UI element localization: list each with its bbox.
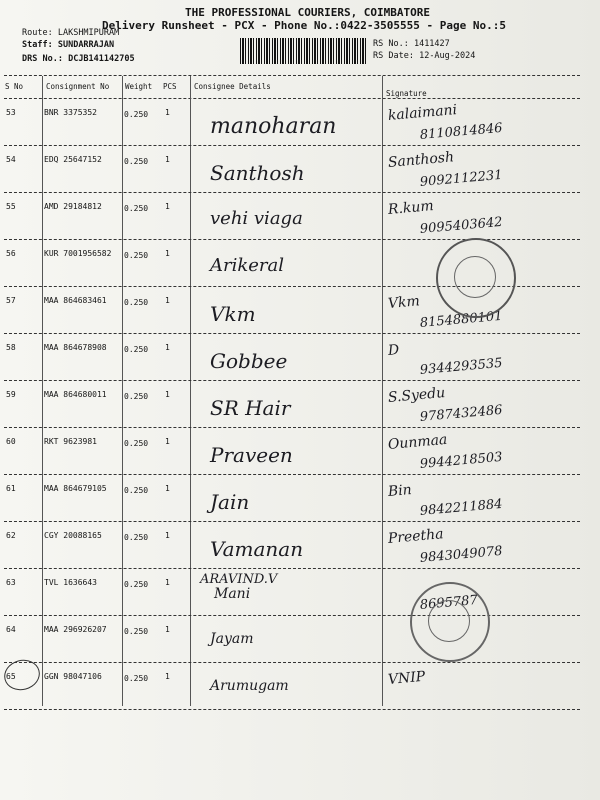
drs-label: DRS No.: bbox=[22, 54, 63, 64]
col-header-sno: S No bbox=[5, 82, 24, 91]
row-weight: 0.250 bbox=[124, 157, 149, 166]
header-divider-top bbox=[4, 75, 580, 76]
row-sno: 62 bbox=[6, 531, 16, 540]
row-pcs: 1 bbox=[165, 390, 170, 399]
row-weight: 0.250 bbox=[124, 533, 149, 542]
row-pcs: 1 bbox=[165, 155, 170, 164]
row-divider bbox=[4, 333, 580, 334]
row-consignment-no: MAA 864680011 bbox=[44, 390, 107, 399]
row-consignee-handwritten: Mani bbox=[214, 586, 251, 602]
row-sno: 59 bbox=[6, 390, 16, 399]
row-signature-phone: 9842211884 bbox=[419, 496, 504, 519]
row-weight: 0.250 bbox=[124, 486, 149, 495]
row-sno: 55 bbox=[6, 202, 16, 211]
col-header-consignee: Consignee Details bbox=[194, 82, 271, 91]
row-consignee-handwritten: Gobbee bbox=[210, 349, 288, 373]
row-pcs: 1 bbox=[165, 531, 170, 540]
row-signature: S.Syedu bbox=[387, 385, 446, 406]
row-sno: 64 bbox=[6, 625, 16, 634]
row-signature: R.kum bbox=[387, 198, 435, 218]
row-consignee-handwritten: Jain bbox=[210, 490, 250, 514]
staff-line bbox=[22, 40, 114, 50]
row-pcs: 1 bbox=[165, 578, 170, 587]
row-weight: 0.250 bbox=[124, 110, 149, 119]
rs-date-value: 12-Aug-2024 bbox=[419, 51, 476, 61]
row-sno: 56 bbox=[6, 249, 16, 258]
row-sno: 60 bbox=[6, 437, 16, 446]
row-signature: Preetha bbox=[387, 526, 445, 547]
row-weight: 0.250 bbox=[124, 627, 149, 636]
runsheet-subtitle: Delivery Runsheet - PCX - Phone No.:0422-3505555 - Page No.:5 bbox=[102, 19, 506, 32]
row-consignee-handwritten: Vamanan bbox=[210, 537, 304, 561]
col-header-signature: Signature bbox=[386, 89, 427, 98]
row-pcs: 1 bbox=[165, 484, 170, 493]
row-sno: 63 bbox=[6, 578, 16, 587]
drs-line bbox=[22, 54, 135, 64]
row-consignment-no: KUR 7001956582 bbox=[44, 249, 112, 258]
row-signature: Vkm bbox=[387, 293, 421, 312]
row-signature-phone: 9843049078 bbox=[419, 543, 504, 566]
row-signature-phone: 9944218503 bbox=[419, 449, 504, 472]
column-rule-1 bbox=[42, 76, 43, 706]
row-divider bbox=[4, 615, 580, 616]
rs-no-line bbox=[373, 39, 450, 49]
col-header-consignment: Consignment No bbox=[46, 82, 110, 91]
row-divider bbox=[4, 427, 580, 428]
row-signature-phone: 8154880101 bbox=[419, 308, 504, 331]
row-sno: 61 bbox=[6, 484, 16, 493]
row-consignee-handwritten: Arumugam bbox=[210, 678, 289, 694]
route-label: Route: bbox=[22, 28, 53, 38]
row-divider bbox=[4, 709, 580, 710]
column-rule-2 bbox=[122, 76, 123, 706]
row-signature-phone: 9095403642 bbox=[419, 214, 504, 237]
row-consignment-no: GGN 98047106 bbox=[44, 672, 102, 681]
row-consignee-handwritten: Santhosh bbox=[210, 161, 305, 185]
rs-date-label: RS Date: bbox=[373, 51, 414, 61]
col-header-weight: Weight bbox=[125, 82, 153, 91]
row-weight: 0.250 bbox=[124, 204, 149, 213]
row-sno: 65 bbox=[6, 672, 16, 681]
row-consignment-no: MAA 864683461 bbox=[44, 296, 107, 305]
row-signature-phone: 9092112231 bbox=[419, 167, 504, 190]
row-pcs: 1 bbox=[165, 437, 170, 446]
rs-no-value: 1411427 bbox=[413, 39, 450, 49]
row-consignee-handwritten: manoharan bbox=[210, 114, 337, 139]
row-pcs: 1 bbox=[165, 343, 170, 352]
row-consignment-no: RKT 9623981 bbox=[44, 437, 97, 446]
row-sno: 57 bbox=[6, 296, 16, 305]
route-value: LAKSHMIPURAM bbox=[57, 28, 120, 38]
row-consignment-no: MAA 296926207 bbox=[44, 625, 107, 634]
row-signature-phone: 9787432486 bbox=[419, 402, 504, 425]
row-consignee-handwritten: Praveen bbox=[210, 443, 293, 467]
row-consignment-no: AMD 29184812 bbox=[44, 202, 102, 211]
row-divider bbox=[4, 568, 580, 569]
row-consignment-no: TVL 1636643 bbox=[44, 578, 97, 587]
row-consignment-no: MAA 864679105 bbox=[44, 484, 107, 493]
row-pcs: 1 bbox=[165, 202, 170, 211]
row-signature-phone: 9344293535 bbox=[419, 355, 504, 378]
row-consignee-handwritten: Arikeral bbox=[210, 255, 285, 276]
column-rule-3 bbox=[190, 76, 191, 706]
row-signature-phone: 8695787 bbox=[419, 592, 479, 613]
row-sno: 54 bbox=[6, 155, 16, 164]
row-divider bbox=[4, 192, 580, 193]
company-title: THE PROFESSIONAL COURIERS, COIMBATORE bbox=[185, 6, 431, 19]
row-weight: 0.250 bbox=[124, 674, 149, 683]
staff-value: SUNDARRAJAN bbox=[57, 40, 115, 50]
row-consignee-handwritten: Vkm bbox=[210, 302, 256, 326]
row-divider bbox=[4, 662, 580, 663]
row-consignment-no: EDQ 25647152 bbox=[44, 155, 102, 164]
row-divider bbox=[4, 474, 580, 475]
row-signature: kalaimani bbox=[387, 101, 458, 124]
row-weight: 0.250 bbox=[124, 251, 149, 260]
col-header-pcs: PCS bbox=[163, 82, 177, 91]
row-weight: 0.250 bbox=[124, 392, 149, 401]
company-seal-stamp bbox=[436, 238, 516, 318]
row-consignment-no: CGY 20088165 bbox=[44, 531, 102, 540]
row-pcs: 1 bbox=[165, 672, 170, 681]
row-consignee-handwritten: vehi viaga bbox=[210, 208, 303, 229]
row-divider bbox=[4, 380, 580, 381]
row-signature: Ounmaa bbox=[387, 431, 448, 453]
route-line bbox=[22, 28, 119, 38]
row-signature: VNIP bbox=[387, 668, 426, 688]
staff-label: Staff: bbox=[22, 40, 53, 50]
column-rule-4 bbox=[382, 76, 383, 706]
rs-date-line bbox=[373, 51, 475, 61]
row-weight: 0.250 bbox=[124, 439, 149, 448]
row-consignee-handwritten: ARAVIND.V bbox=[200, 572, 278, 587]
row-weight: 0.250 bbox=[124, 298, 149, 307]
row-weight: 0.250 bbox=[124, 580, 149, 589]
row-consignee-handwritten: Jayam bbox=[210, 631, 254, 647]
row-sno: 58 bbox=[6, 343, 16, 352]
row-consignment-no: BNR 3375352 bbox=[44, 108, 97, 117]
row-signature: Bin bbox=[387, 481, 413, 500]
header-divider-bottom bbox=[4, 98, 580, 99]
row-signature: D bbox=[387, 342, 400, 359]
company-seal-stamp bbox=[410, 582, 490, 662]
row-divider bbox=[4, 239, 580, 240]
row-signature-phone: 8110814846 bbox=[419, 120, 504, 143]
row-divider bbox=[4, 521, 580, 522]
row-weight: 0.250 bbox=[124, 345, 149, 354]
rs-no-label: RS No.: bbox=[373, 39, 409, 49]
row-divider bbox=[4, 145, 580, 146]
drs-value: DCJB141142705 bbox=[68, 54, 135, 64]
row-consignee-handwritten: SR Hair bbox=[210, 396, 291, 420]
row-signature: Santhosh bbox=[387, 149, 455, 171]
row-pcs: 1 bbox=[165, 625, 170, 634]
row-pcs: 1 bbox=[165, 249, 170, 258]
row-sno: 53 bbox=[6, 108, 16, 117]
row-pcs: 1 bbox=[165, 296, 170, 305]
row-consignment-no: MAA 864678908 bbox=[44, 343, 107, 352]
barcode bbox=[240, 38, 368, 64]
row-pcs: 1 bbox=[165, 108, 170, 117]
